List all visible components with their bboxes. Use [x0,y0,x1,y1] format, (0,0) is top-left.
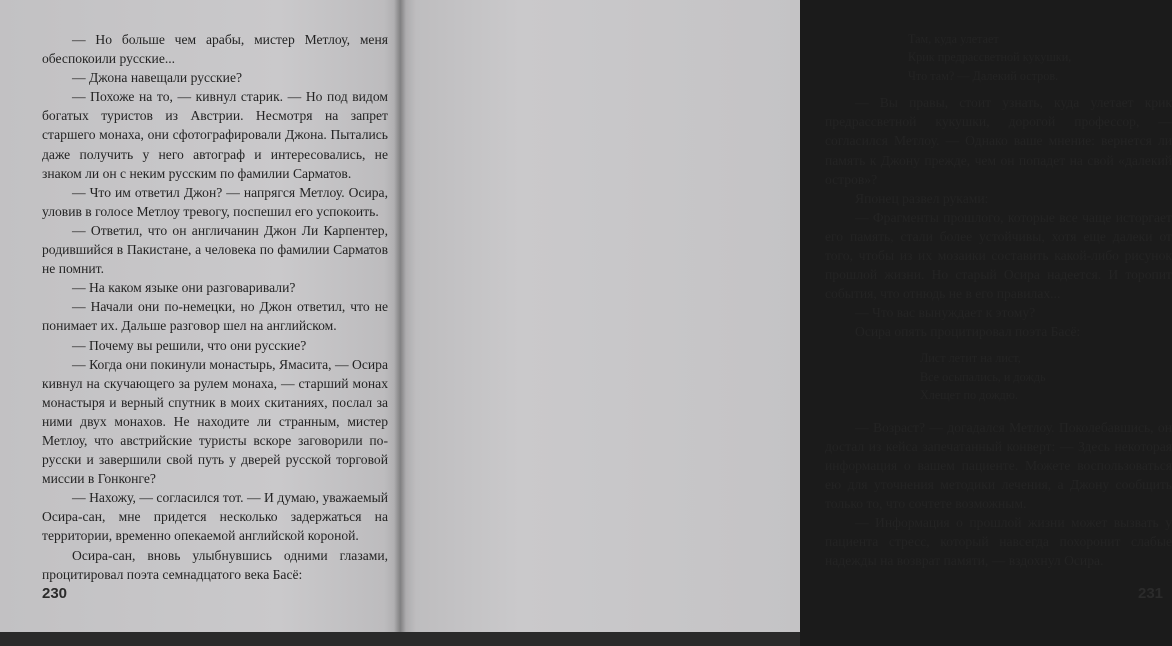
paragraph: — Что им ответил Джон? — напрягся Метлоу. Осира, уловив в голосе Метлоу тревогу, поспешил его успокоить. [42,184,388,219]
paragraph: — Вы правы, стоит узнать, куда улетает крик предрассветной кукушки, дорогой профессор, — согласился Метлоу. — Однако ваше мнение: вернется ли память к Джону прежде, чем он попадет на свой «далекий остров»? [825,95,1172,187]
poem-stanza [825,30,1172,85]
right-page-text [825,30,1172,570]
poem-line: Хлещет по дождю. [920,388,1018,403]
poem-line: Все осыпались, и дождь [920,369,1046,384]
paragraph: — Нахожу, — согласился тот. — И думаю, уважаемый Осира-сан, мне придется несколько задержаться на территории, временно опекаемой английской короной. [42,490,388,544]
left-page-text [42,30,388,584]
page-number: 231 [1138,585,1164,602]
paragraph: Японец развел руками: [855,190,989,206]
paragraph: Осира опять процитировал поэта Басё: [855,324,1081,340]
spacer [825,341,1172,349]
spacer [825,405,1172,418]
left-page [0,0,400,632]
paragraph: — На каком языке они разговаривали? [72,280,296,296]
paragraph: Осира-сан, вновь улыбнувшись одними глазами, процитировал поэта семнадцатого века Басё: [42,547,388,582]
book-gutter [394,0,406,632]
paragraph: — Что вас вынуждает к этому? [855,305,1036,321]
bottom-edge [0,632,800,646]
paragraph: — Похоже на то, — кивнул старик. — Но под видом богатых туристов из Австрии. Несмотря на запрет старшего монаха, они сфотографировали Джона. Пытались даже получить у него автограф и интересовались, не знаком ли он с неким русским по фамилии Сарматов. [42,89,388,181]
poem-line: Крик предрассветной кукушки, [908,50,1072,65]
paragraph: — Начали они по-немецки, но Джон ответил, что не понимает их. Дальше разговор шел на английском. [42,299,388,334]
paragraph: — Почему вы решили, что они русские? [72,337,307,353]
poem-line: Лист летит на лист, [920,351,1021,366]
poem-line: Что там? — Далекий остров. [908,68,1059,83]
paragraph: — Возраст? — догадался Метлоу. Поколебавшись, он достал из кейса запечатанный конверт: — Здесь некоторая информация о вашем пациенте. Можете воспользоваться ею для уточнения методики лечения, а Джону сообщить только то, что сочтете возможным. [825,419,1172,512]
paragraph: — Информация о прошлой жизни может вызвать у пациента стресс, который навсегда похоронит слабые надежды на возврат памяти, — вздохнул Осира. [825,515,1172,569]
paragraph: — Ответил, что он англичанин Джон Ли Карпентер, родившийся в Пакистане, а человека по фамилии Сарматов не помнит. [42,222,388,277]
poem-stanza [825,349,1172,404]
spacer [825,85,1172,93]
paragraph: — Джона навещали русские? [72,70,243,86]
paragraph: — Когда они покинули монастырь, Ямасита, — Осира кивнул на скучающего за рулем монаха, — старший монах монастыря и верный спутник в моих скитаниях, послал за ними двух монахов. Не находите ли странным, мистер Метлоу, что австрийские туристы вскоре заговорили по-русски и завершили свой путь у дверей русской торговой миссии в Гонконге? [42,356,388,487]
paragraph: — Фрагменты прошлого, которые все чаще исторгает его память, стали более устойчивы, хотя еще далеки от того, чтобы из их мозаики составить какой-либо рисунок прошлой жизни. Но старый Осира надеется. И торопит события, что отнюдь не в его правилах... [825,209,1172,302]
paragraph: — Но больше чем арабы, мистер Метлоу, меня обеспокоили русские... [42,32,388,67]
page-number: 230 [42,585,68,602]
right-page [400,0,1172,632]
poem-line: Там, куда улетает [908,32,999,46]
